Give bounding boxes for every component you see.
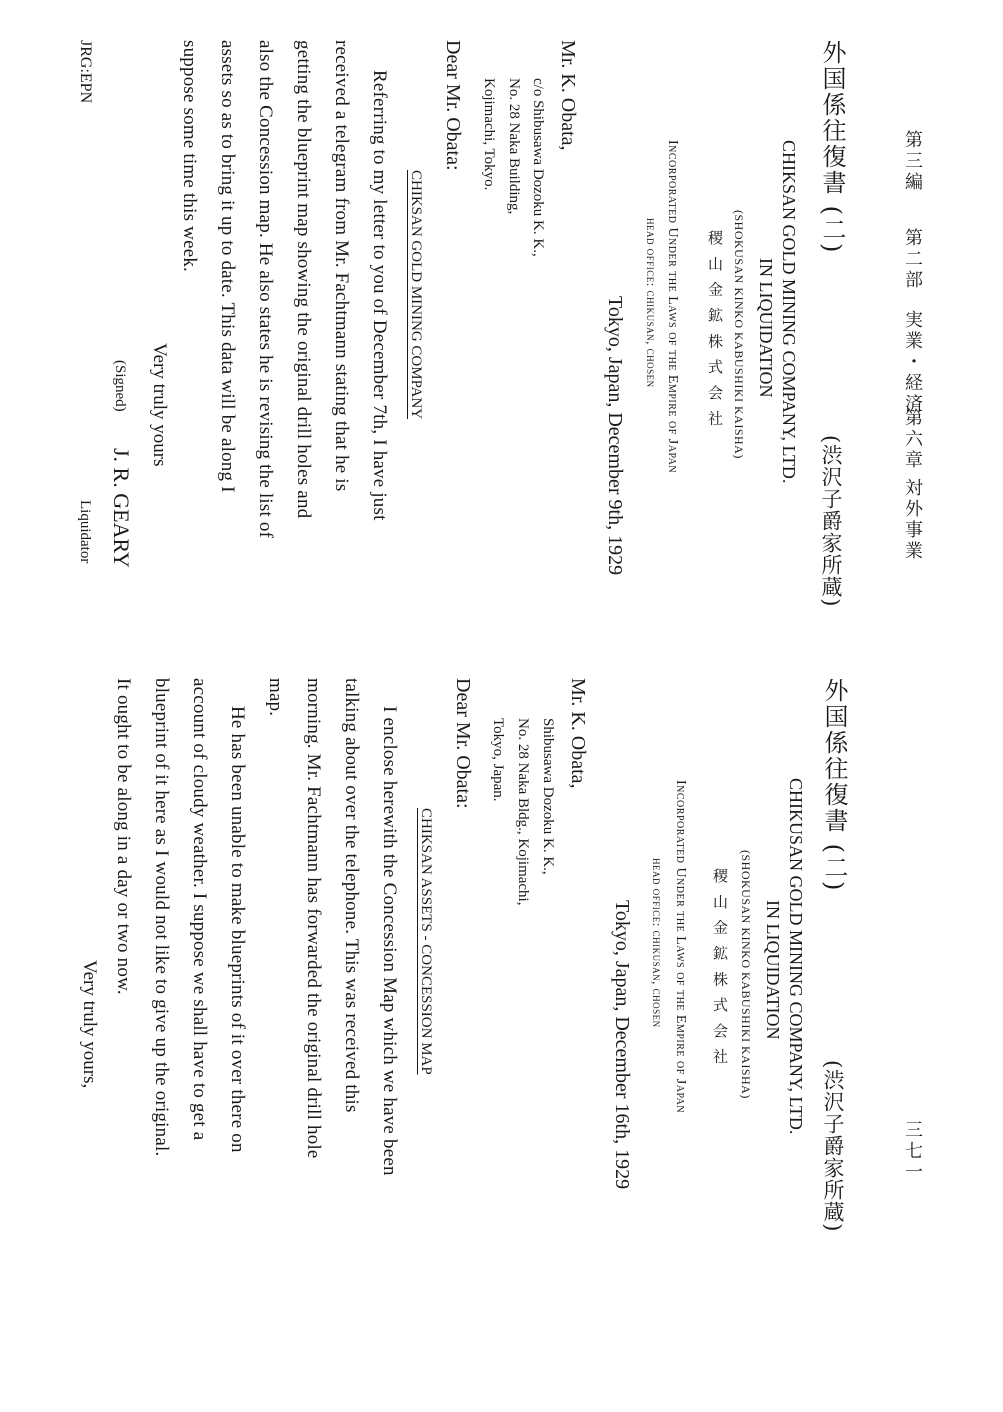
letter2-company: CHIKUSAN GOLD MINING COMPANY, LTD. [786,778,806,1135]
letter1-signer-title: Liquidator [77,500,93,564]
letter2-subject: CHIKSAN ASSETS - CONCESSION MAP [418,808,434,1075]
letter1-body-line: assets so as to bring it up to date. This data will be along I [217,40,238,493]
letter2-body-line: map. [265,678,286,717]
letter2-body-line: blueprint of it here as I would not like to give up the original. [151,678,172,1157]
letter1-signed-label: (Signed) [112,360,128,412]
letter1-date: Tokyo, Japan, December 9th, 1929 [604,296,626,576]
letter1-address-line: c/o Shibusawa Dozoku K. K., [530,78,546,257]
header-chapter-title: 対外事業 [902,478,923,562]
letter1-recipient: Mr. K. Obata, [557,40,579,151]
letter2-collection-title: 外国係往復書 (二) [820,678,848,893]
header-series: 第三編 [902,130,923,193]
letter1-salutation: Dear Mr. Obata: [442,40,464,171]
letter2-archive-note: (渋沢子爵家所蔵) [821,1060,845,1233]
letter2-body-line: account of cloudy weather. I suppose we shall have to get a [189,678,210,1141]
letter1-incorporation-line: Incorporated Under the Laws of the Empire of Japan [665,140,680,474]
letter1-address-line: No. 28 Naka Building, [506,78,522,215]
letter1-romanized-name: (SHOKUSAN KINKO KABUSHIKI KAISHA) [732,210,746,459]
letter2-date: Tokyo, Japan, December 16th, 1929 [611,900,633,1190]
letter1-company: CHIKSAN GOLD MINING COMPANY, LTD. [779,140,799,484]
letter1-subject: CHIKSAN GOLD MINING COMPANY [408,170,424,420]
header-chapter: 第六章 [902,408,923,471]
letter2-status: IN LIQUIDATION [763,900,783,1040]
letter2-japanese-name: 稷 山 金 鉱 株 式 会 社 [711,868,729,1067]
letter2-body-line: He has been unable to make blueprints of it over there on [227,706,248,1153]
header-part: 第二部 [902,228,923,291]
letter1-archive-note: (渋沢子爵家所蔵) [819,435,843,608]
letter2-address-line: Tokyo, Japan. [490,718,506,802]
letter1-body-line: also the Concession map. He also states he is revising the list of [255,40,276,539]
letter2-body-line: I enclose herewith the Concession Map which we have been [379,706,400,1176]
letter1-collection-title: 外国係往復書 (二) [818,40,846,255]
header-section: 実業・経済 [902,310,923,415]
letter1-initials: JRG:EPN [77,40,94,104]
letter1-closing: Very truly yours [149,343,170,467]
letter1-body-line: received a telegram from Mr. Fachtmann stating that he is [331,40,352,492]
letter1-status: IN LIQUIDATION [756,258,776,398]
page-number: 三七一 [902,1120,923,1183]
letter2-salutation: Dear Mr. Obata: [452,678,474,809]
letter2-body-line: talking about over the telephone. This was received this [341,678,362,1113]
letter1-japanese-name: 稷 山 金 鉱 株 式 会 社 [706,230,724,429]
letter2-body-line: morning. Mr. Fachtmann has forwarded the original drill hole [303,678,324,1159]
letter2-recipient: Mr. K. Obata, [567,678,589,789]
letter2-head-office: head office: chikusan, chosen [650,858,665,1028]
letter2-address-line: Shibusawa Dozoku K. K., [540,718,556,875]
letter2-address-line: No. 28 Naka Bldg., Kojimachi, [515,718,531,906]
letter2-incorporation-line: Incorporated Under the Laws of the Empire of Japan [673,780,688,1114]
letter2-body-line: It ought to be along in a day or two now. [113,678,134,995]
letter1-body-line: Referring to my letter to you of December 7th, I have just [369,70,390,521]
letter2-romanized-name: (SHOKUSAN KINKO KABUSHIKI KAISHA) [739,850,753,1099]
letter1-head-office: head office: chikusan, chosen [644,218,659,388]
letter1-body-line: suppose some time this week. [179,40,200,272]
letter1-signer: J. R. GEARY [109,448,134,568]
letter1-address-line: Kojimachi, Tokyo. [481,78,497,191]
letter1-body-line: getting the blueprint map showing the original drill holes and [293,40,314,519]
letter2-closing: Very truly yours, [79,960,100,1089]
